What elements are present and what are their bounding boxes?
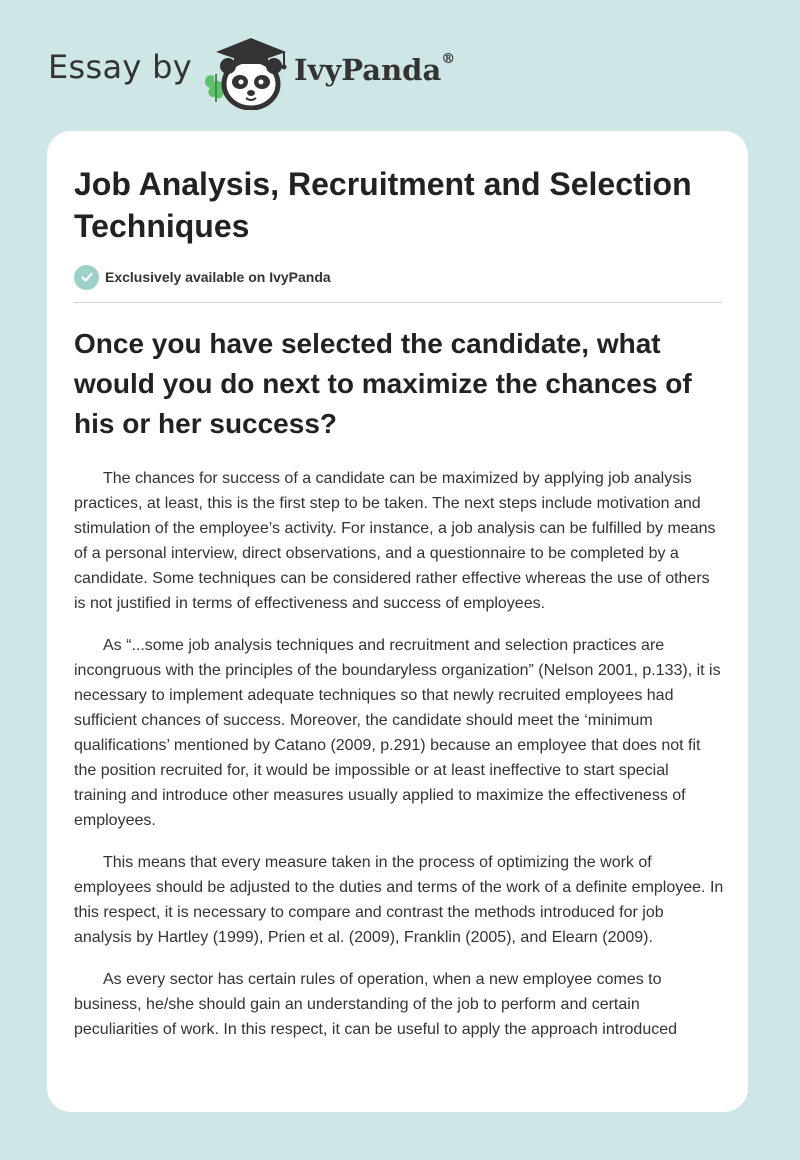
essay-by-label: Essay by [48,48,192,86]
section-heading: Once you have selected the candidate, what would you do next to maximize the chances of his or her success? [74,328,692,439]
check-icon [74,265,99,290]
leaf-icon [205,74,224,102]
site-header [0,0,800,130]
brand-name[interactable] [294,53,455,87]
divider [74,302,722,303]
brand-name-text: IvyPanda [294,53,442,87]
paragraph: This means that every measure taken in the process of optimizing the work of employees should be adjusted to the duties and terms of the work of a definite employee. In this respect, it is necessary to compare and contrast the methods introduced for job analysis by Hartley (1999), Prien et al. (2009), Franklin (2005), and Elearn (2009). [74,854,724,946]
panda-logo-icon[interactable] [200,30,292,110]
paragraph: As “...some job analysis techniques and recruitment and selection practices are incongruous with the principles of the boundaryless organization” (Nelson 2001, p.133), it is necessary to implement adequate techniques so that newly recruited employees had sufficient chances of success. Moreover, the candidate should meet the ‘minimum qualifications’ mentioned by Catano (2009, p.291) because an employee that does not fit the position recruited for, it would be impossible or at least ineffective to start special training and introduce other measures usually applied to maximize the effectiveness of employees. [74,637,721,829]
registered-mark: ® [441,51,456,67]
badge-label: Exclusively available on IvyPanda [105,269,331,285]
page-title: Job Analysis, Recruitment and Selection Techniques [74,166,692,244]
essay-body [74,466,724,1059]
essay-card [47,131,748,1112]
exclusive-badge [74,264,331,290]
paragraph: As every sector has certain rules of operation, when a new employee comes to business, he/she should gain an understanding of the job to perform and certain peculiarities of work. In this respect, it can be useful to apply the approach introduced [74,971,678,1038]
paragraph: The chances for success of a candidate can be maximized by applying job analysis practices, at least, this is the first step to be taken. The next steps include motivation and stimulation of the employee’s activity. For instance, a job analysis can be fulfilled by means of a personal interview, direct observations, and a questionnaire to be completed by a candidate. Some techniques can be considered rather effective whereas the use of others is not justified in terms of effectiveness and success of employees. [74,470,716,612]
